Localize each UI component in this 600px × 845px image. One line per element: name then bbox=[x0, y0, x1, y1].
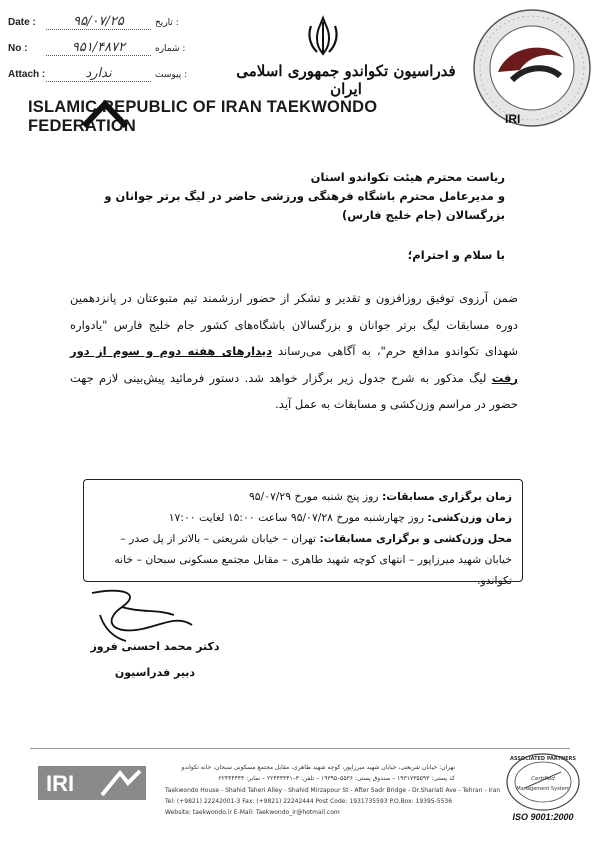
paragraph-part-1: ضمن آرزوی توفیق روزافزون و تقدیر و تشکر از حضور ارزشمند تیم متبوعتان در پانزدهمین دوره مسابقات لیگ برتر جوانان و بزرگسالان باشگاه‌های کشور جام خلیج فارس "یادواره شهدای تکواندو مدافع حرم"، به آگاهی می‌رساند bbox=[70, 291, 519, 358]
footer-web-en: Website: taekwondo.ir E-Mail: Taekwondo_ir@hotmail.com bbox=[165, 809, 340, 816]
number-value: ۹۵۱/۴۸۷۲ bbox=[46, 40, 151, 56]
chevron-decoration-icon bbox=[80, 98, 130, 128]
iran-emblem-icon bbox=[305, 16, 341, 56]
footer-phones-en: Tel: (+9821) 22242001-3 Fax: (+9821) 22242444 Post Code: 1931735593 P.O.Box: 19395-5536 bbox=[165, 798, 453, 805]
venue-label: محل وزن‌کشی و برگزاری مسابقات: bbox=[319, 532, 512, 545]
footer-logo bbox=[38, 766, 146, 800]
attach-row bbox=[8, 66, 187, 82]
footer-logo-mark-icon bbox=[100, 769, 142, 797]
attach-value: ندارد bbox=[46, 66, 151, 82]
number-row bbox=[8, 40, 185, 56]
date-label: Date : bbox=[8, 17, 36, 28]
paragraph-emphasis: دیدارهای هفته دوم و سوم از دور رفت bbox=[70, 344, 519, 385]
attach-label: Attach : bbox=[8, 69, 46, 80]
addressee-line-2: و مدیرعامل محترم باشگاه فرهنگی ورزشی حاضر در لیگ برتر جوانان و بزرگسالان (جام خلیج فارس) bbox=[104, 189, 505, 222]
greeting: با سلام و احترام؛ bbox=[407, 248, 505, 262]
addressee bbox=[75, 168, 505, 225]
footer-address-en: Taekwondo House - Shahid Taheri Alley - Shahid Mirzapour St - After Sadr Bridge - Dr.Shariati Ave - Tehran - Iran bbox=[165, 787, 501, 794]
match-time-label: زمان برگزاری مسابقات: bbox=[381, 490, 512, 503]
handwritten-signature-icon bbox=[82, 585, 212, 645]
number-label-fa: شماره : bbox=[155, 44, 186, 54]
iso-caption: ISO 9001:2000 bbox=[512, 812, 574, 822]
venue-row bbox=[94, 528, 512, 591]
footer-phones-fa: کد پستی: ۱۹۳۱۷۳۵۵۹۳ – صندوق پستی: ۵۵۳۶–۱۹۳۹۵ – تلفن: ۳–۲۲۴۴۴۴۴۱ – نمابر: ۲۲۴۴۴۴۴۴ bbox=[218, 775, 455, 782]
federation-name-en: ISLAMIC REPUBLIC OF IRAN TAEKWONDO FEDERATION bbox=[28, 98, 378, 135]
match-time-value: روز پنج شنبه مورخ ۹۵/۰۷/۲۹ bbox=[248, 490, 379, 503]
federation-name-fa: فدراسیون تکواندو جمهوری اسلامی ایران bbox=[236, 62, 456, 98]
date-value: ۹۵/۰۷/۲۵ bbox=[46, 14, 151, 30]
match-time-row bbox=[94, 486, 512, 507]
footer-divider bbox=[30, 748, 570, 749]
weighin-time-label: زمان وزن‌کشی: bbox=[427, 511, 512, 524]
attach-label-fa: پیوست : bbox=[155, 70, 188, 80]
footer-logo-text: IRI bbox=[46, 771, 75, 796]
footer-address-fa: تهران: خیابان شریعتی، خیابان شهید میرزاپور، کوچه شهید طاهری، مقابل مجتمع مسکونی سبحان، خانه تکواندو bbox=[181, 764, 455, 771]
federation-logo-icon bbox=[468, 6, 596, 134]
date-row bbox=[8, 14, 179, 30]
iso-certified-text: Certified bbox=[531, 776, 555, 782]
weighin-time-row bbox=[94, 507, 512, 528]
venue-value: تهران – خیابان شریعتی – بالاتر از پل صدر – خیابان شهید میرزاپور – انتهای کوچه شهید طاهری – مقابل مجتمع مسکونی سبحان – خانه تکواندو. bbox=[114, 532, 512, 587]
iso-ring-text: ASSOCIATED PARTNERS bbox=[510, 756, 576, 762]
signatory-name: دکتر محمد احسنی فروز bbox=[90, 640, 220, 653]
weighin-time-value: روز چهارشنبه مورخ ۹۵/۰۷/۲۸ ساعت ۱۵:۰۰ لغایت ۱۷:۰۰ bbox=[168, 511, 424, 524]
schedule-box bbox=[83, 479, 523, 587]
addressee-line-1: ریاست محترم هیئت تکواندو استان bbox=[310, 170, 505, 184]
federation-logo-text: IRI bbox=[505, 112, 521, 126]
paragraph-part-2: لیگ مذکور به شرح جدول زیر برگزار خواهد شد. دستور فرمائید پیش‌بینی لازم جهت حضور در مراسم وزن‌کشی و مسابقات به عمل آید. bbox=[70, 370, 518, 411]
signatory-title: دبیر فدراسیون bbox=[114, 666, 196, 679]
letter-paragraph bbox=[70, 285, 518, 418]
number-label: No : bbox=[8, 43, 28, 54]
date-label-fa: تاریخ : bbox=[155, 18, 179, 28]
iso-management-text: Management System bbox=[516, 786, 570, 792]
